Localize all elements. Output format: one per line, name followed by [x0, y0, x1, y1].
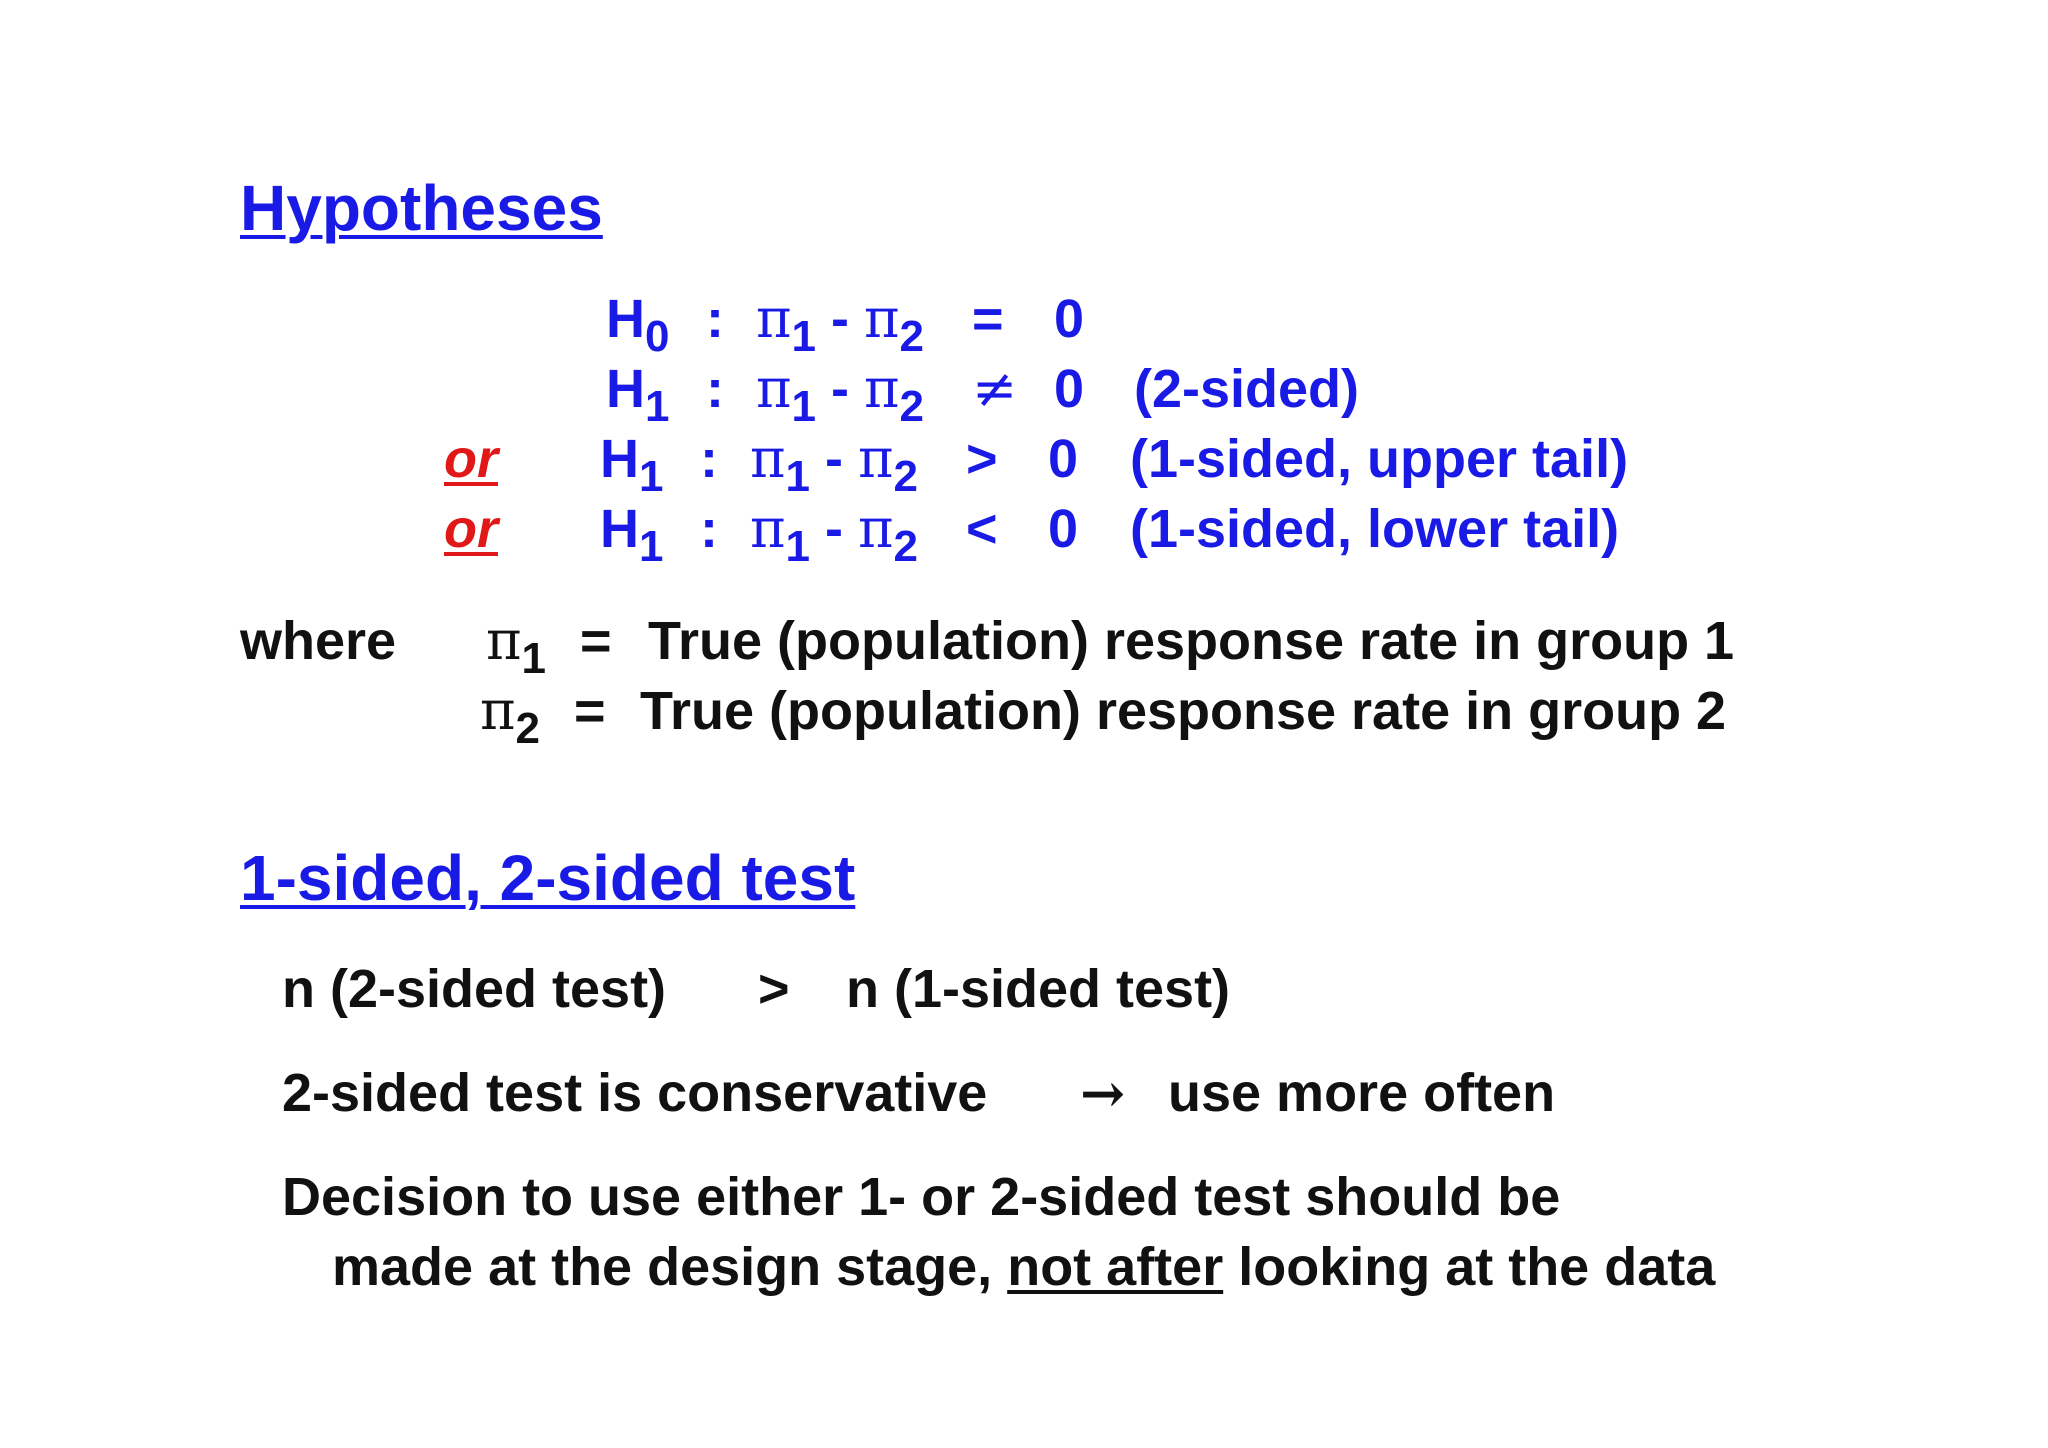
relation-operator: =	[972, 289, 1004, 349]
conservative-statement: 2-sided test is conservative	[282, 1063, 988, 1123]
decision-line-2: made at the design stage, not after looking at the data	[332, 1237, 1716, 1297]
pi-1-definition: True (population) response rate in group 1	[648, 611, 1735, 671]
colon: :	[700, 429, 718, 489]
greater-than-sign: >	[758, 959, 790, 1019]
n-two-sided: n (2-sided test)	[282, 959, 667, 1019]
section-title-hypotheses: Hypotheses	[240, 172, 603, 244]
h-symbol: $H_0$	[606, 289, 670, 361]
colon: :	[700, 499, 718, 559]
null-value: 0	[1054, 289, 1085, 349]
null-value: 0	[1048, 499, 1079, 559]
null-value: 0	[1048, 429, 1079, 489]
sidedness-note: (1-sided, lower tail)	[1130, 499, 1620, 559]
colon: :	[706, 359, 724, 419]
or-connector: or	[444, 499, 498, 559]
colon: :	[706, 289, 724, 349]
h-symbol: $H_1$	[600, 499, 664, 571]
n-one-sided: n (1-sided test)	[846, 959, 1231, 1019]
where-label: where	[240, 611, 397, 671]
h-symbol: $H_1$	[600, 429, 664, 501]
pi-difference: $\pi_1 - \pi_2$	[750, 427, 918, 501]
pi-difference: $\pi_1 - \pi_2$	[756, 287, 924, 361]
arrow-right-icon: →	[1080, 1061, 1126, 1125]
sidedness-note: (2-sided)	[1134, 359, 1360, 419]
decision-line-1: Decision to use either 1- or 2-sided test should be	[282, 1167, 1561, 1227]
equals-sign: =	[574, 681, 606, 741]
relation-operator: ≠	[972, 357, 1018, 420]
h-symbol: $H_1$	[606, 359, 670, 431]
pi-1-symbol: $\pi_1$	[486, 609, 546, 683]
relation-operator: <	[966, 499, 998, 559]
sidedness-note: (1-sided, upper tail)	[1130, 429, 1629, 489]
use-more-often: use more often	[1168, 1063, 1556, 1123]
pi-2-definition: True (population) response rate in group 2	[640, 681, 1727, 741]
null-value: 0	[1054, 359, 1085, 419]
or-connector: or	[444, 429, 498, 489]
pi-2-symbol: $\pi_2$	[480, 679, 540, 753]
pi-difference: $\pi_1 - \pi_2$	[756, 357, 924, 431]
section-title-sidedness: 1-sided, 2-sided test	[240, 842, 856, 914]
relation-operator: >	[966, 429, 998, 489]
pi-difference: $\pi_1 - \pi_2$	[750, 497, 918, 571]
equals-sign: =	[580, 611, 612, 671]
not-after-emphasis: not after	[1007, 1237, 1224, 1297]
